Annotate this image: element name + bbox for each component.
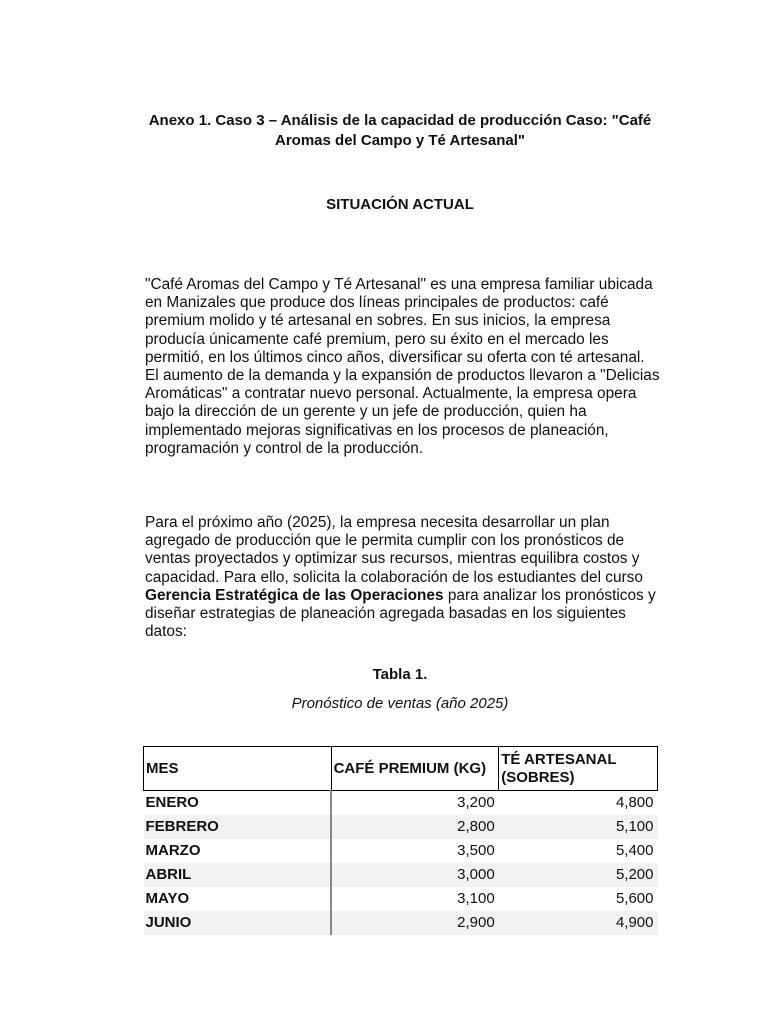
table-header-row — [144, 747, 658, 791]
header-te: TÉ ARTESANAL (SOBRES) — [499, 747, 658, 791]
paragraph-plan-text-2: para analizar los pronósticos y diseñar estrategias de planeación agregada basadas en los siguientes datos: — [145, 586, 656, 641]
table-row — [144, 911, 658, 935]
cell-te: 5,200 — [499, 863, 658, 887]
table-row — [144, 839, 658, 863]
table-subcaption: Pronóstico de ventas (año 2025) — [291, 695, 509, 712]
cell-mes: ABRIL — [144, 863, 332, 887]
table-row — [144, 887, 658, 911]
paragraph-situacion: "Café Aromas del Campo y Té Artesanal" es una empresa familiar ubicada en Manizales que produce dos líneas principales de productos: café premium molido y té artesanal en sobres. En sus inicios, la empresa producía únicamente café premium, pero su éxito en el mercado les permitió, en los últimos cinco años, diversificar su oferta con té artesanal. El aumento de la demanda y la expansión de productos llevaron a "Delicias Aromáticas" a contratar nuevo personal. Actualmente, la empresa opera bajo la dirección de un gerente y un jefe de producción, quien ha implementado mejoras significativas en los procesos de planeación, programación y control de la producción. — [145, 276, 660, 457]
cell-cafe: 2,800 — [331, 815, 499, 839]
sales-forecast-table — [143, 746, 658, 935]
paragraph-plan-text-1: Para el próximo año (2025), la empresa necesita desarrollar un plan agregado de producción que le permita cumplir con los pronósticos de ventas proyectados y optimizar sus recursos, mientras equilibra costos y capacidad. Para ello, solicita la colaboración de los estudiantes del curso — [145, 514, 643, 586]
table-row — [144, 863, 658, 887]
cell-cafe: 3,500 — [457, 841, 495, 859]
document-title-line-1: Anexo 1. Caso 3 – Análisis de la capacidad de producción Caso: "Café — [148, 112, 652, 129]
cell-mes: MAYO — [144, 887, 332, 911]
cell-cafe: 3,100 — [457, 889, 495, 907]
header-mes: MES — [144, 747, 332, 791]
cell-cafe: 3,200 — [457, 793, 495, 811]
document-title — [140, 111, 660, 151]
paragraph-plan-course-name: Gerencia Estratégica de las Operaciones — [145, 586, 444, 604]
cell-te: 5,100 — [499, 815, 658, 839]
cell-te: 4,900 — [499, 911, 658, 935]
document-title-line-2: Aromas del Campo y Té Artesanal" — [275, 132, 525, 149]
cell-cafe: 2,900 — [331, 911, 499, 935]
cell-mes: ENERO — [144, 791, 332, 815]
cell-te: 4,800 — [615, 793, 654, 811]
table-caption: Tabla 1. — [372, 666, 428, 683]
cell-mes: FEBRERO — [144, 815, 332, 839]
cell-mes: MARZO — [144, 839, 332, 863]
cell-te: 5,600 — [615, 889, 654, 907]
cell-cafe: 3,000 — [331, 863, 499, 887]
header-cafe: CAFÉ PREMIUM (KG) — [331, 747, 499, 791]
cell-mes: JUNIO — [144, 911, 332, 935]
table-row — [144, 791, 658, 815]
paragraph-plan — [145, 514, 660, 641]
cell-te: 5,400 — [615, 841, 654, 859]
table-row — [144, 815, 658, 839]
section-heading: SITUACIÓN ACTUAL — [326, 196, 474, 213]
